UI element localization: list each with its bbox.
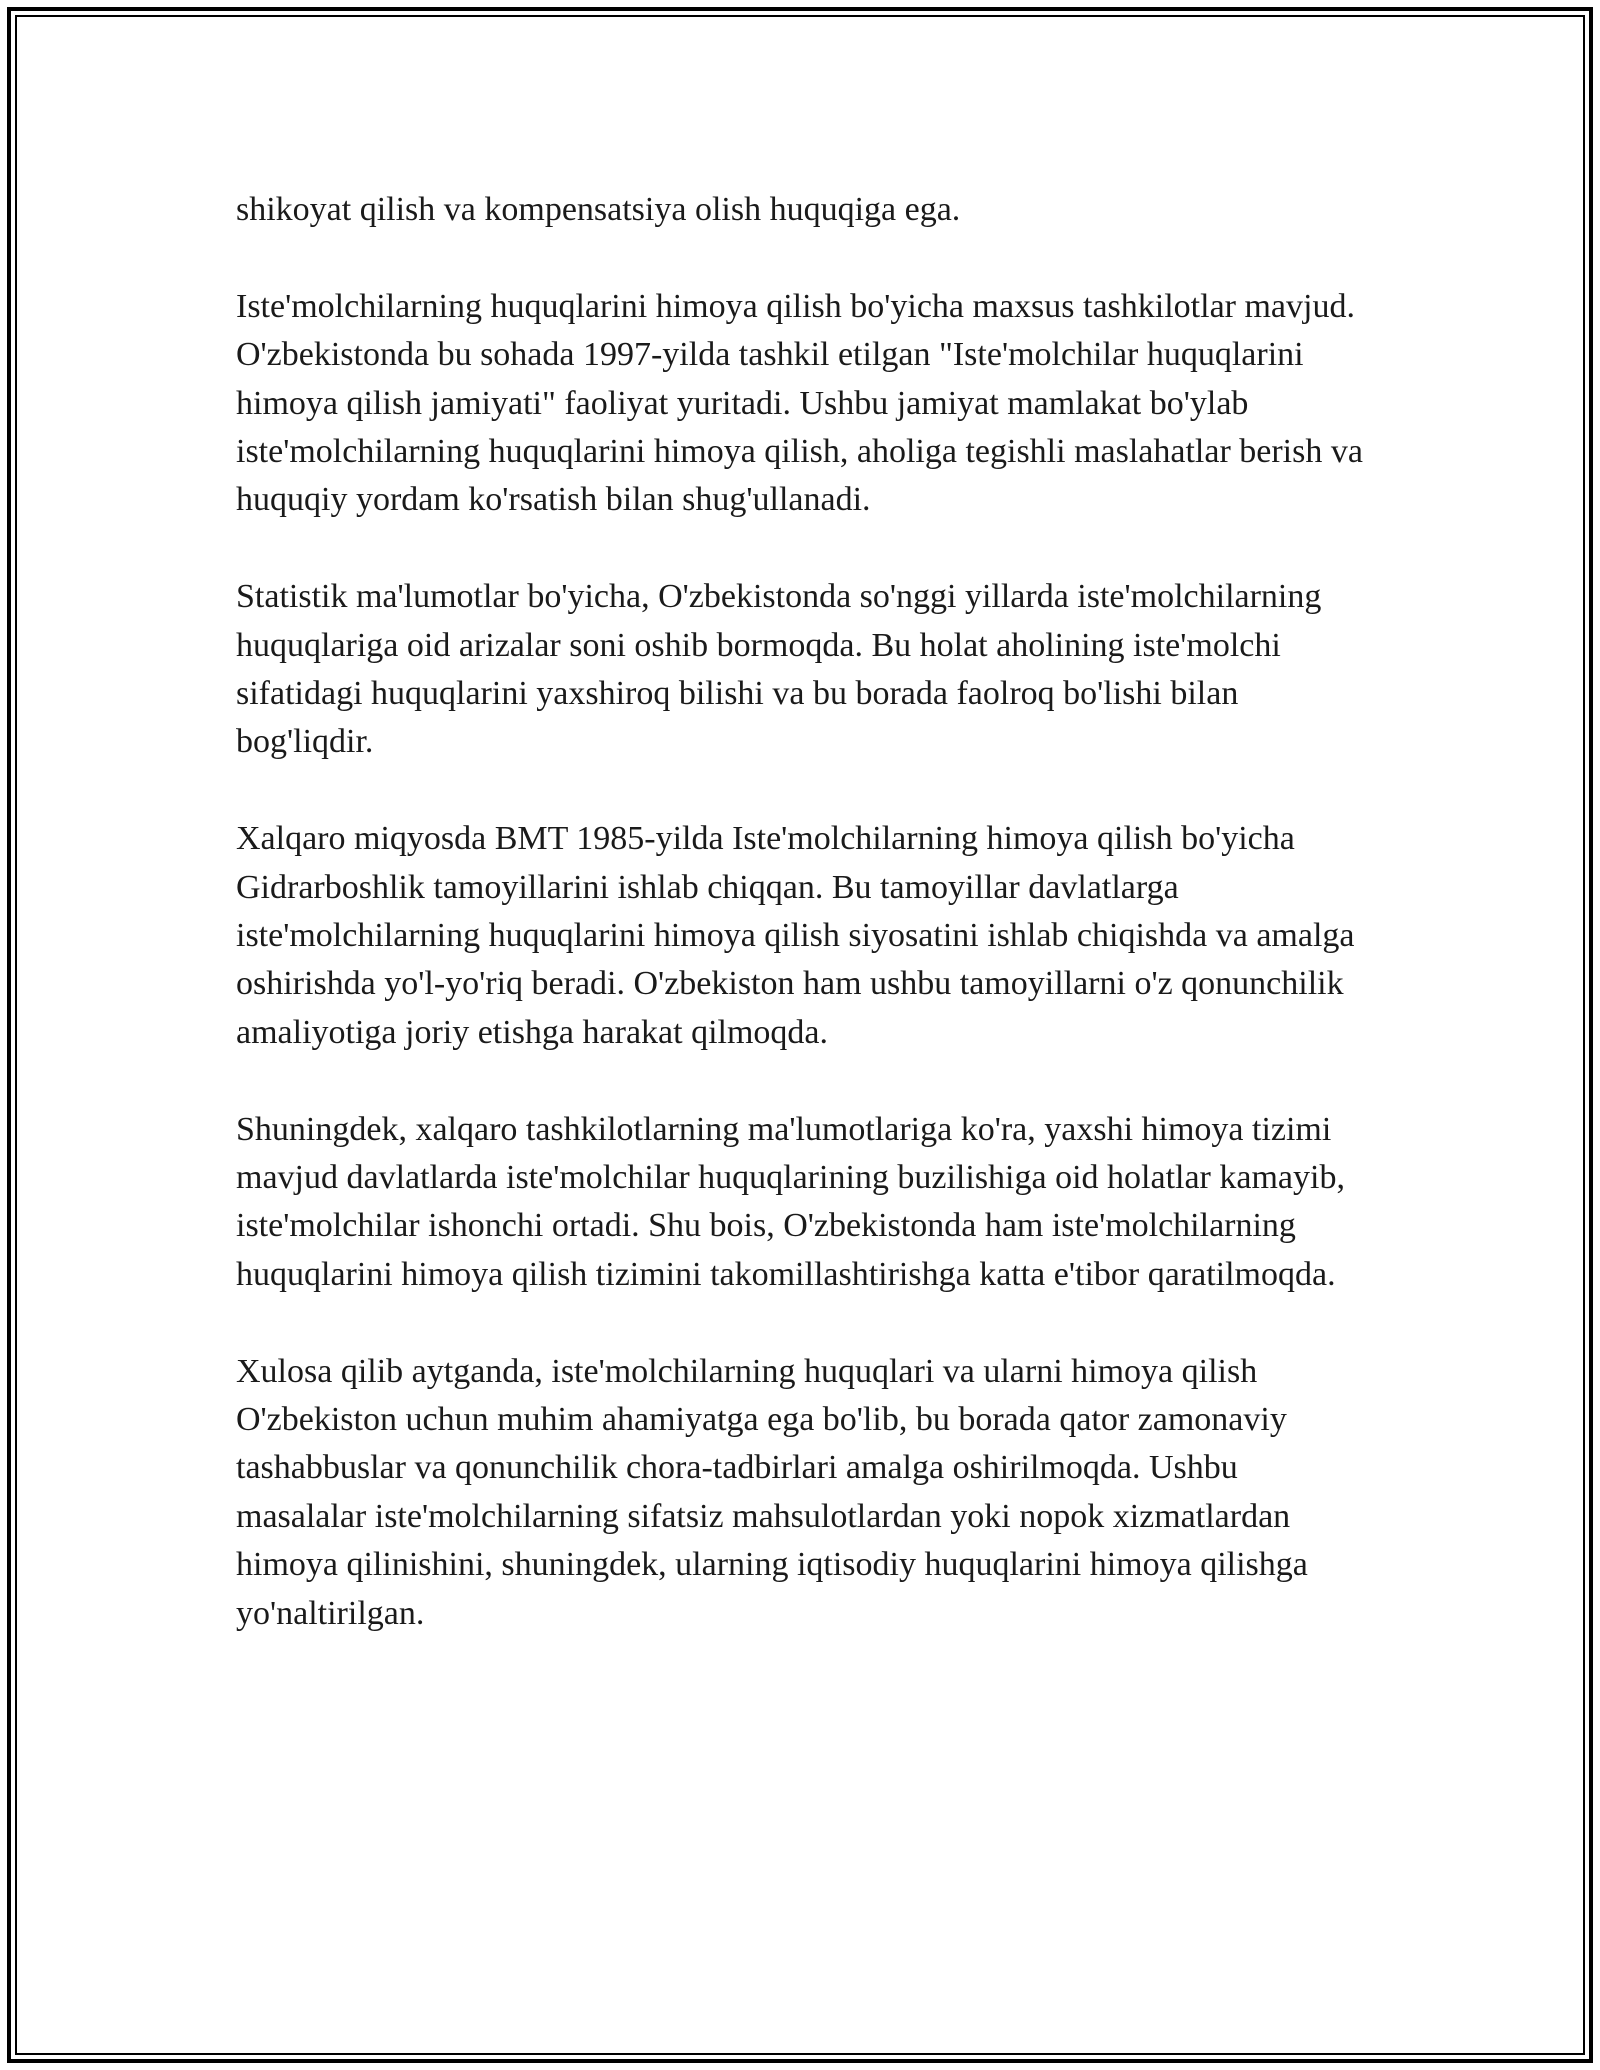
- paragraph-1: shikoyat qilish va kompensatsiya olish huquqiga ega.: [236, 191, 961, 228]
- paragraph-6: Xulosa qilib aytganda, iste'molchilarning huquqlari va ularni himoya qilish O'zbekiston uchun muhim ahamiyatga ega bo'lib, bu borada qator zamonaviy tashabbuslar va qonunchilik chora-tadbirlari amalga oshirilmoqda. Ushbu masalalar iste'molchilarning sifatsiz mahsulotlardan yoki nopok xizmatlardan himoya qilinishini, shuningdek, ularning iqtisodiy huquqlarini himoya qilishga yo'naltirilgan.: [236, 1352, 1308, 1632]
- document-body: [236, 186, 1366, 1687]
- paragraph-5: Shuningdek, xalqaro tashkilotlarning ma'lumotlariga ko'ra, yaxshi himoya tizimi mavjud davlatlarda iste'molchilar huquqlarining buzilishiga oid holatlar kamayib, iste'molchilar ishonchi ortadi. Shu bois, O'zbekistonda ham iste'molchilarning huquqlarini himoya qilish tizimini takomillashtirishga katta e'tibor qaratilmoqda.: [236, 1110, 1345, 1293]
- paragraph-3: Statistik ma'lumotlar bo'yicha, O'zbekistonda so'nggi yillarda iste'molchilarning huquqlariga oid arizalar soni oshib bormoqda. Bu holat aholining iste'molchi sifatidagi huquqlarini yaxshiroq bilishi va bu borada faolroq bo'lishi bilan bog'liqdir.: [236, 578, 1322, 761]
- paragraph-4: Xalqaro miqyosda BMT 1985-yilda Iste'molchilarning himoya qilish bo'yicha Gidrarboshlik tamoyillarini ishlab chiqqan. Bu tamoyillar davlatlarga iste'molchilarning huquqlarini himoya qilish siyosatini ishlab chiqishda va amalga oshirishda yo'l-yo'riq beradi. O'zbekiston ham ushbu tamoyillarni o'z qonunchilik amaliyotiga joriy etishga harakat qilmoqda.: [236, 820, 1355, 1051]
- paragraph-2: Iste'molchilarning huquqlarini himoya qilish bo'yicha maxsus tashkilotlar mavjud. O'zbekistonda bu sohada 1997-yilda tashkil etilgan "Iste'molchilar huquqlarini himoya qilish jamiyati" faoliyat yuritadi. Ushbu jamiyat mamlakat bo'ylab iste'molchilarning huquqlarini himoya qilish, aholiga tegishli maslahatlar berish va huquqiy yordam ko'rsatish bilan shug'ullanadi.: [236, 287, 1363, 519]
